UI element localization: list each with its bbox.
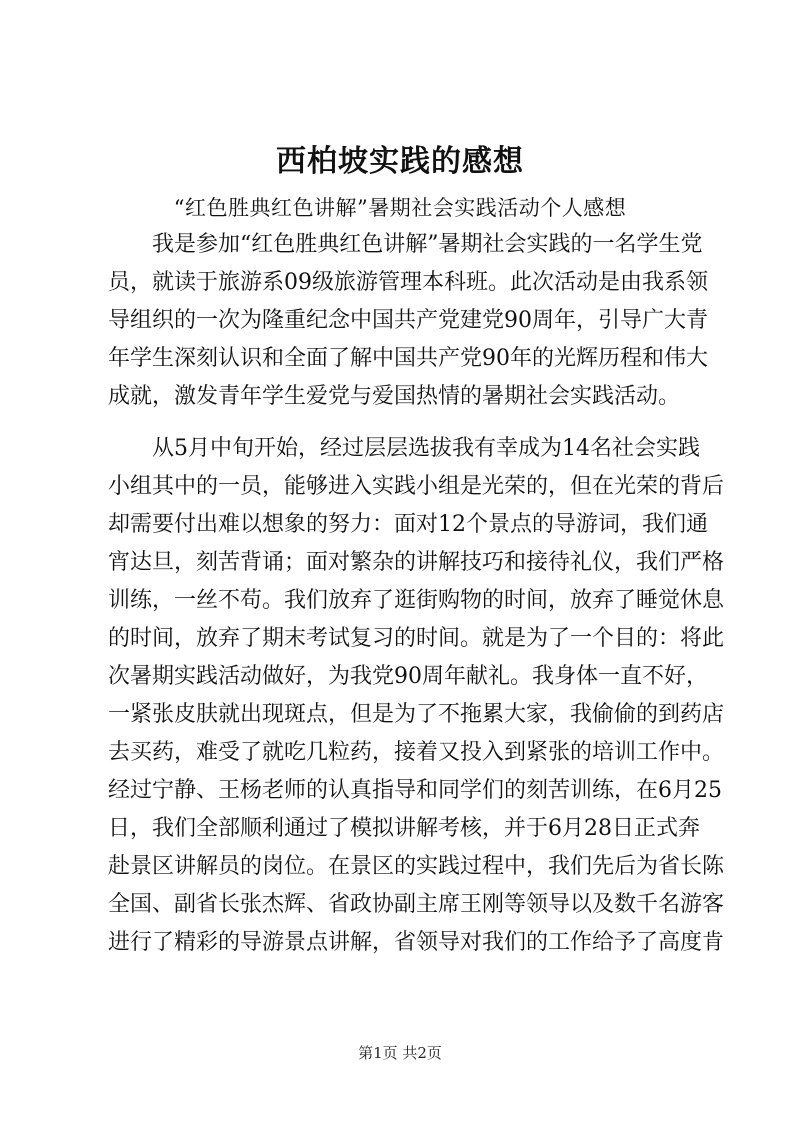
paragraph-line: 次暑期实践活动做好，为我党90周年献礼。我身体一直不好， — [108, 664, 708, 689]
paragraph-line: 导组织的一次为隆重纪念中国共产党建党90周年，引导广大青 — [108, 308, 708, 333]
paragraph-line: 去买药，难受了就吃几粒药，接着又投入到紧张的培训工作中。 — [108, 740, 725, 765]
paragraph-line: 训练，一丝不苟。我们放弃了逛街购物的时间，放弃了睡觉休息 — [108, 588, 725, 613]
paragraph-line: 一紧张皮肤就出现斑点，但是为了不拖累大家，我偷偷的到药店 — [108, 702, 725, 727]
paragraph-line: 赴景区讲解员的岗位。在景区的实践过程中，我们先后为省长陈 — [108, 854, 725, 879]
paragraph-line: 的时间，放弃了期末考试复习的时间。就是为了一个目的：将此 — [108, 626, 725, 651]
paragraph-line: 年学生深刻认识和全面了解中国共产党90年的光辉历程和伟大 — [108, 346, 708, 371]
document-subtitle: “红色胜典红色讲解”暑期社会实践活动个人感想 — [173, 196, 627, 220]
paragraph-line: 我是参加“红色胜典红色讲解”暑期社会实践的一名学生党 — [152, 232, 703, 257]
paragraph-line: 却需要付出难以想象的努力：面对12个景点的导游词，我们通 — [108, 512, 708, 537]
page-title: 西柏坡实践的感想 — [276, 144, 524, 179]
paragraph-line: 日，我们全部顺利通过了模拟讲解考核，并于6月28日正式奔 — [108, 816, 700, 841]
paragraph-line: 员，就读于旅游系09级旅游管理本科班。此次活动是由我系领 — [108, 270, 708, 295]
paragraph-line: 成就，激发青年学生爱党与爱国热情的暑期社会实践活动。 — [108, 384, 681, 409]
paragraph-line: 小组其中的一员，能够进入实践小组是光荣的，但在光荣的背后 — [108, 474, 725, 499]
paragraph-line: 全国、副省长张杰辉、省政协副主席王刚等领导以及数千名游客 — [108, 892, 725, 917]
paragraph-line: 经过宁静、王杨老师的认真指导和同学们的刻苦训练，在6月25 — [108, 778, 722, 803]
paragraph-line: 进行了精彩的导游景点讲解，省领导对我们的工作给予了高度肯 — [108, 930, 725, 955]
page-footer: 第1页 共2页 — [358, 1044, 442, 1062]
paragraph-line: 宵达旦，刻苦背诵；面对繁杂的讲解技巧和接待礼仪，我们严格 — [108, 550, 725, 575]
paragraph-line: 从5月中旬开始，经过层层选拔我有幸成为14名社会实践 — [152, 436, 700, 461]
